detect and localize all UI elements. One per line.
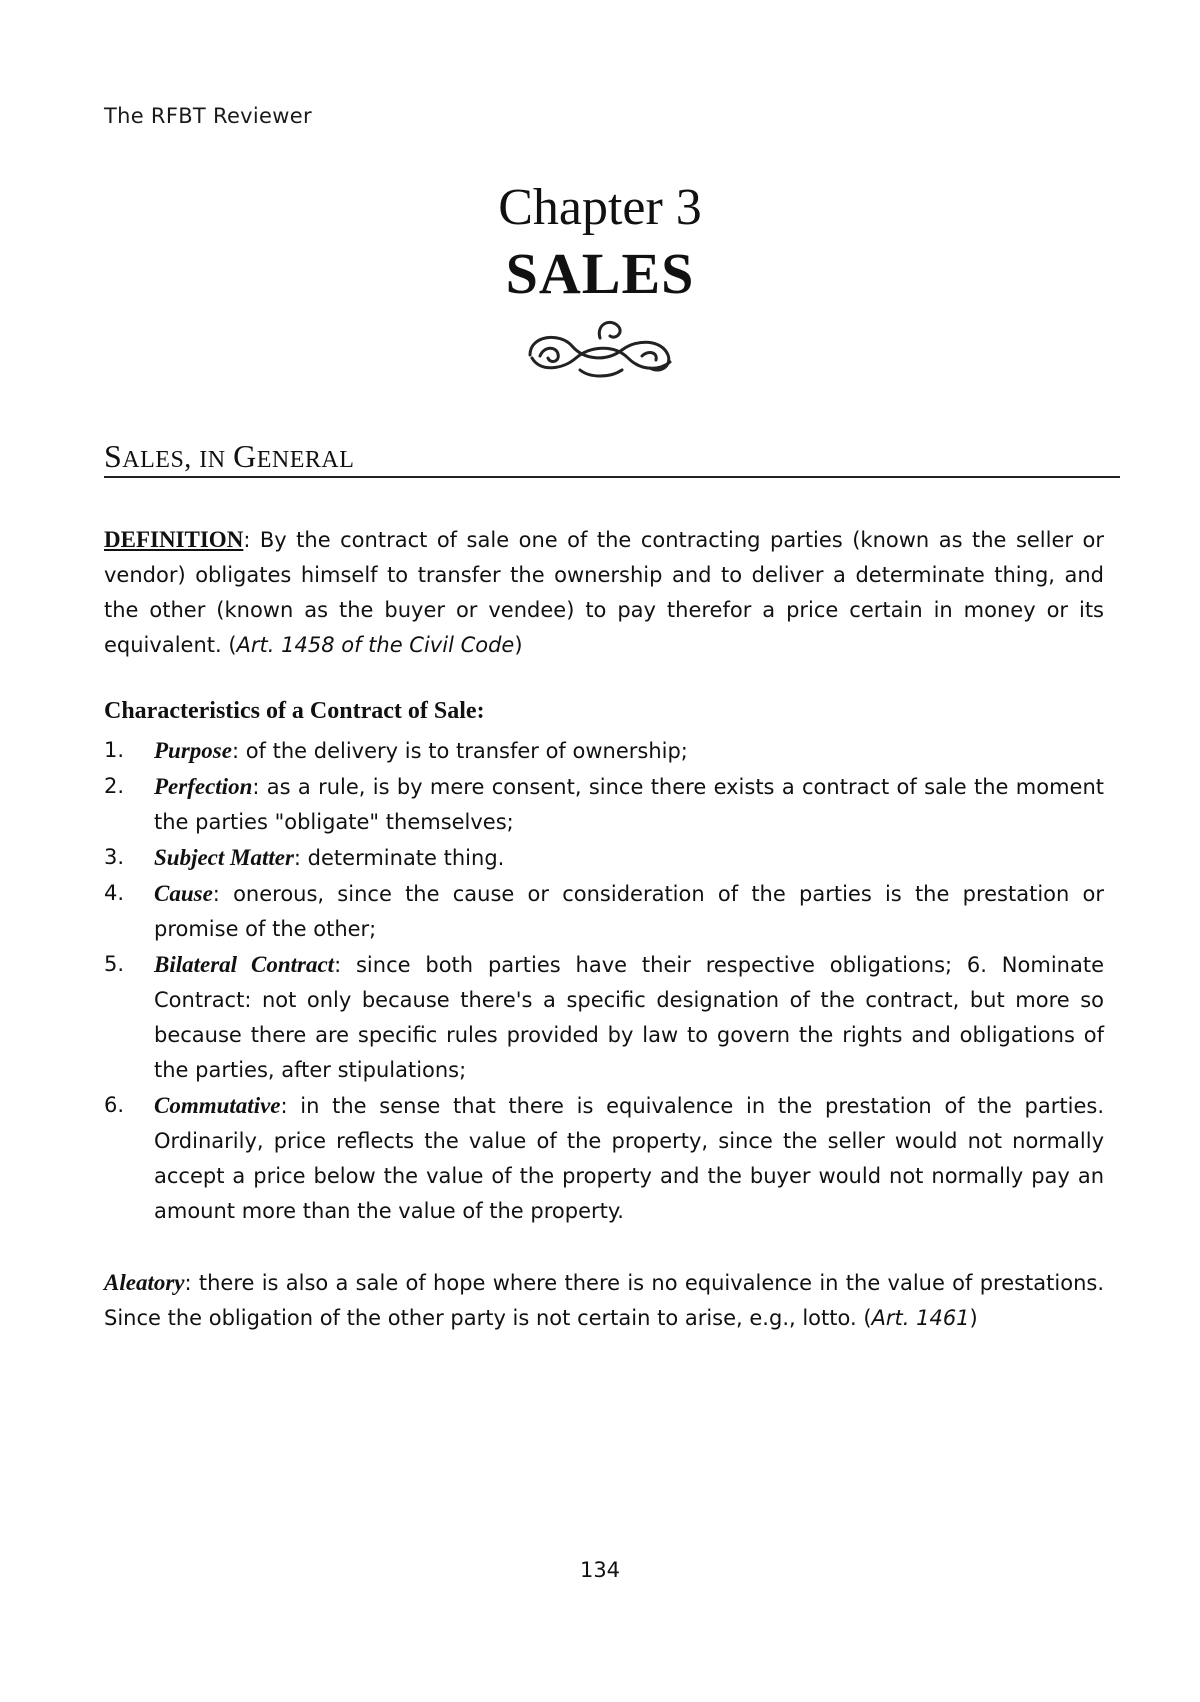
list-item-body — [154, 947, 1104, 1088]
running-header: The RFBT Reviewer — [104, 104, 312, 128]
definition-paragraph — [104, 522, 1104, 663]
list-item-term: Cause — [154, 881, 213, 906]
aleatory-citation: Art. 1461 — [871, 1306, 970, 1330]
page-number: 134 — [579, 1558, 621, 1582]
list-item-number: 2. — [104, 774, 125, 798]
list-item-term: Commutative — [154, 1093, 281, 1118]
list-item-number: 4. — [104, 881, 125, 905]
list-item-text: : onerous, since the cause or consideration of the parties is the prestation or promise of the other; — [154, 882, 1104, 941]
list-item-term: Purpose — [154, 738, 232, 763]
definition-label: DEFINITION — [104, 527, 244, 552]
aleatory-paragraph — [104, 1265, 1104, 1336]
list-item-text: : determinate thing. — [293, 846, 505, 870]
list-item — [104, 876, 1104, 947]
list-item-body — [154, 733, 1104, 769]
chapter-label: Chapter 3 — [498, 179, 702, 236]
list-item — [104, 733, 1104, 769]
heading-space — [226, 443, 234, 474]
aleatory-close: ) — [969, 1306, 978, 1330]
list-item-number: 1. — [104, 738, 125, 762]
section-divider — [104, 476, 1120, 478]
list-item-number: 5. — [104, 952, 125, 976]
heading-initial-1: S — [104, 438, 123, 474]
aleatory-term: Aleatory — [104, 1270, 185, 1295]
list-item-term: Subject Matter — [154, 845, 294, 870]
scroll-flourish-icon — [510, 310, 690, 390]
chapter-title: SALES — [505, 241, 695, 306]
list-item-body — [154, 840, 1104, 876]
heading-comma: , — [184, 443, 200, 474]
list-item-body — [154, 1088, 1104, 1229]
heading-word-1: ALES — [122, 447, 185, 473]
list-item-term: Perfection — [154, 774, 253, 799]
list-item — [104, 1088, 1104, 1229]
list-item — [104, 947, 1104, 1088]
list-item-body — [154, 769, 1104, 840]
definition-citation: Art. 1458 of the Civil Code — [236, 633, 515, 657]
heading-initial-2: G — [233, 438, 257, 474]
list-item — [104, 769, 1104, 840]
definition-text: : By the contract of sale one of the contracting parties (known as the seller or vendor) obligates himself to transfer the ownership and to deliver a determinate thing, and the other (known as the buyer or vendee) to pay therefor a price certain in money or its equivalent. ( — [104, 528, 1104, 657]
list-item-text: : in the sense that there is equivalence in the prestation of the parties. Ordinarily, price reflects the value of the property, since the seller would not normally accept a price below the value of the property and the buyer would not normally pay an amount more than the value of the property. — [154, 1094, 1104, 1223]
list-item-text: : as a rule, is by mere consent, since there exists a contract of sale the moment the parties "obligate" themselves; — [154, 775, 1104, 834]
list-item — [104, 840, 1104, 876]
list-item-body — [154, 876, 1104, 947]
list-item-number: 6. — [104, 1093, 125, 1117]
characteristics-list — [104, 733, 1104, 1229]
definition-close: ) — [514, 633, 523, 657]
list-item-term: Bilateral Contract — [154, 952, 335, 977]
section-heading — [104, 438, 354, 475]
list-item-number: 3. — [104, 845, 125, 869]
characteristics-heading: Characteristics of a Contract of Sale: — [104, 698, 485, 724]
list-item-text: : of the delivery is to transfer of ownership; — [231, 739, 688, 763]
list-item-text: : since both parties have their respective obligations; 6. Nominate Contract: not only because there's a specific designation of the contract, but more so because there are specific rules provided by law to govern the rights and obligations of the parties, after stipulations; — [154, 953, 1104, 1082]
aleatory-text: : there is also a sale of hope where there is no equivalence in the value of prestations. Since the obligation of the other party is not certain to arise, e.g., lotto. ( — [104, 1271, 1104, 1330]
heading-word-3: ENERAL — [256, 447, 355, 473]
heading-word-2: IN — [199, 447, 226, 473]
